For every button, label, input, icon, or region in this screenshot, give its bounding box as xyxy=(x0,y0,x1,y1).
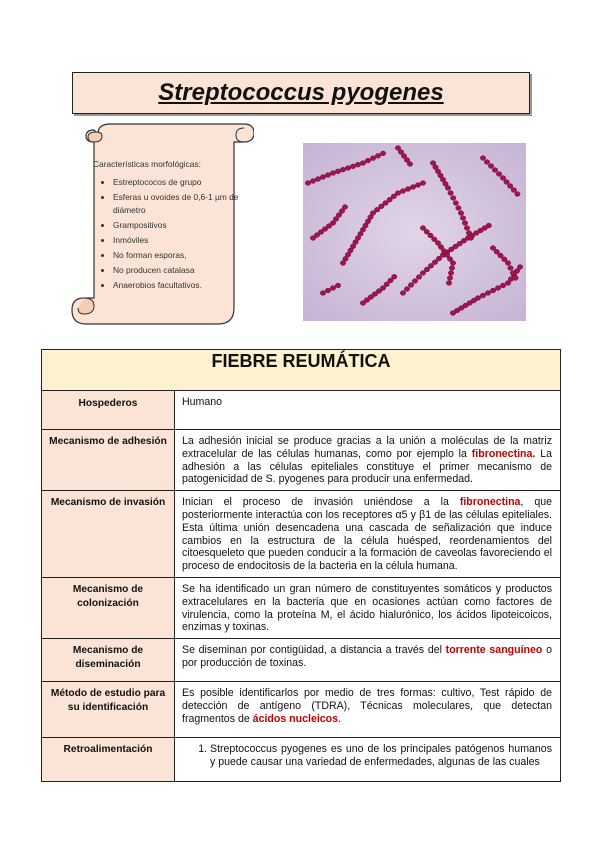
row-value-colonizacion: Se ha identificado un gran número de constituyentes somáticos y productos extracelulares en la bacteria que en ocasiones actúan como factores de virulencia, como la proteína M, el ácido hialurónico, los ácidos lipoteicoicos, enzimas y toxinas. xyxy=(175,577,561,638)
metodo-text-1: Es posible identificarlos por medio de tres formas: cultivo, Test rápido de detección de antígeno (TDRA), Técnicas moleculares, que detectan fragmentos de xyxy=(182,687,552,725)
coccus xyxy=(517,265,522,270)
coccus xyxy=(453,201,458,206)
row-value-diseminacion xyxy=(175,639,561,682)
coccus xyxy=(340,167,345,172)
coccus xyxy=(410,185,415,190)
row-label-adhesion: Mecanismo de adhesión xyxy=(42,430,175,491)
retro-list xyxy=(182,743,552,769)
coccus xyxy=(448,191,453,196)
morphology-item: • Anaerobios facultativos. xyxy=(113,279,243,292)
coccus xyxy=(400,189,405,194)
coccus xyxy=(488,164,493,169)
table-row xyxy=(42,738,561,782)
coccus xyxy=(505,261,510,266)
coccus xyxy=(468,236,473,241)
invasion-text-1: Inician el proceso de invasión uniéndose a la xyxy=(182,496,460,509)
coccus xyxy=(320,175,325,180)
coccus xyxy=(400,291,405,296)
morphology-scroll xyxy=(68,120,254,328)
coccus xyxy=(451,196,456,201)
morphology-content xyxy=(93,158,243,294)
coccus xyxy=(420,181,425,186)
table-row xyxy=(42,491,561,578)
coccus xyxy=(305,181,310,186)
table-header: FIEBRE REUMÁTICA xyxy=(42,350,561,391)
coccus xyxy=(325,173,330,178)
row-label-hospederos: Hospederos xyxy=(42,391,175,430)
morphology-item: • Grampositivos xyxy=(113,219,243,232)
coccus xyxy=(370,156,375,161)
table-row xyxy=(42,682,561,738)
row-value-invasion xyxy=(175,491,561,578)
row-value-hospederos: Humano xyxy=(175,391,561,430)
coccus xyxy=(407,162,412,167)
title-box xyxy=(72,72,530,114)
table-row xyxy=(42,577,561,638)
adhesion-text-2: La adhesión a las células epiteliales constituye el primer mecanismo de patogenicidad de S. pyogenes para producir una enfermedad. xyxy=(182,447,552,486)
coccus xyxy=(492,168,497,173)
coccus xyxy=(445,186,450,191)
morphology-item: • Esferas u ovoides de 0,6-1 µm de diámetro xyxy=(113,191,243,217)
coccus xyxy=(404,287,409,292)
row-label-diseminacion: Mecanismo de diseminación xyxy=(42,639,175,682)
coccus xyxy=(310,179,315,184)
coccus xyxy=(464,226,469,231)
morphology-item: • No producen catalasa xyxy=(113,264,243,277)
coccus xyxy=(335,169,340,174)
metodo-text-2: . xyxy=(338,712,341,725)
coccus xyxy=(375,153,380,158)
invasion-highlight: fibronectina xyxy=(459,496,521,509)
coccus xyxy=(462,221,467,226)
coccus xyxy=(500,283,505,288)
row-value-adhesion xyxy=(175,430,561,491)
coccus xyxy=(330,286,335,291)
retro-item: 1. Streptococcus pyogenes es uno de los principales patógenos humanos y puede causar una variedad de enfermedades, algunas de las cuales xyxy=(210,743,552,769)
coccus xyxy=(330,171,335,176)
coccus xyxy=(408,283,413,288)
coccus xyxy=(395,191,400,196)
coccus xyxy=(446,281,451,286)
coccus xyxy=(365,158,370,163)
coccus xyxy=(325,288,330,293)
coccus xyxy=(510,271,515,276)
coccus xyxy=(515,192,520,197)
coccus xyxy=(320,291,325,296)
row-value-retro xyxy=(175,738,561,782)
coccus xyxy=(480,156,485,161)
coccus xyxy=(490,288,495,293)
coccus xyxy=(416,275,421,280)
morphology-heading: Características morfológicas: xyxy=(93,159,201,169)
coccus xyxy=(484,160,489,165)
morphology-item: • Estreptococos de grupo xyxy=(113,176,243,189)
adhesion-highlight: fibronectina. xyxy=(471,447,536,460)
micrograph-image xyxy=(303,143,526,321)
metodo-highlight: ácidos nucleicos xyxy=(252,712,339,725)
coccus xyxy=(495,286,500,291)
table-row xyxy=(42,430,561,491)
morphology-item: • No forman esporas, xyxy=(113,249,243,262)
table-row xyxy=(42,639,561,682)
coccus xyxy=(449,266,454,271)
row-value-metodo xyxy=(175,682,561,738)
row-label-metodo: Método de estudio para su identificación xyxy=(42,682,175,738)
coccus xyxy=(458,211,463,216)
coccus xyxy=(448,271,453,276)
coccus xyxy=(350,164,355,169)
coccus xyxy=(355,162,360,167)
coccus xyxy=(447,276,452,281)
coccus xyxy=(496,172,501,177)
coccus xyxy=(475,296,480,301)
diseminacion-text-1: Se diseminan por contigüidad, a distancia a través del xyxy=(182,644,446,657)
table-row xyxy=(42,391,561,430)
fiebre-reumatica-table xyxy=(41,349,561,782)
coccus xyxy=(412,279,417,284)
page-title: Streptococcus pyogenes xyxy=(158,79,444,106)
invasion-text-2: , que posteriormente interactúa con los receptores α5 y β1 de las células epiteliales. Esta última unión desencadena una cascada de señalización que induce cambios en la estructura de la célula huésped, reordenamientos del citoesqueleto que pueden conducir a la formación de caveolas favoreciendo el proceso de endocitosis de la bacteria en la célula humana. xyxy=(182,496,553,573)
morphology-list xyxy=(93,176,243,292)
row-label-invasion: Mecanismo de invasión xyxy=(42,491,175,578)
morphology-item: • Inmóviles xyxy=(113,234,243,247)
coccus xyxy=(456,206,461,211)
row-label-retro: Retroalimentación xyxy=(42,738,175,782)
coccus xyxy=(315,177,320,182)
streptococcus-micrograph xyxy=(303,143,526,321)
coccus xyxy=(342,205,347,210)
coccus xyxy=(460,216,465,221)
coccus xyxy=(485,291,490,296)
coccus xyxy=(508,266,513,271)
diseminacion-text-2: o por producción de toxinas. xyxy=(182,644,552,669)
coccus xyxy=(415,183,420,188)
coccus xyxy=(486,223,491,228)
row-label-colonizacion: Mecanismo de colonización xyxy=(42,577,175,638)
adhesion-text-1: La adhesión inicial se produce gracias a la unión a moléculas de la matriz extracelular de las células humanas, como por ejemplo la xyxy=(182,435,552,460)
coccus xyxy=(392,274,397,279)
coccus xyxy=(405,187,410,192)
coccus xyxy=(380,151,385,156)
coccus xyxy=(466,231,471,236)
coccus xyxy=(513,276,518,281)
coccus xyxy=(450,261,455,266)
coccus xyxy=(345,166,350,171)
coccus xyxy=(335,283,340,288)
coccus xyxy=(360,161,365,166)
coccus xyxy=(480,293,485,298)
diseminacion-highlight: torrente sanguíneo xyxy=(445,644,543,657)
